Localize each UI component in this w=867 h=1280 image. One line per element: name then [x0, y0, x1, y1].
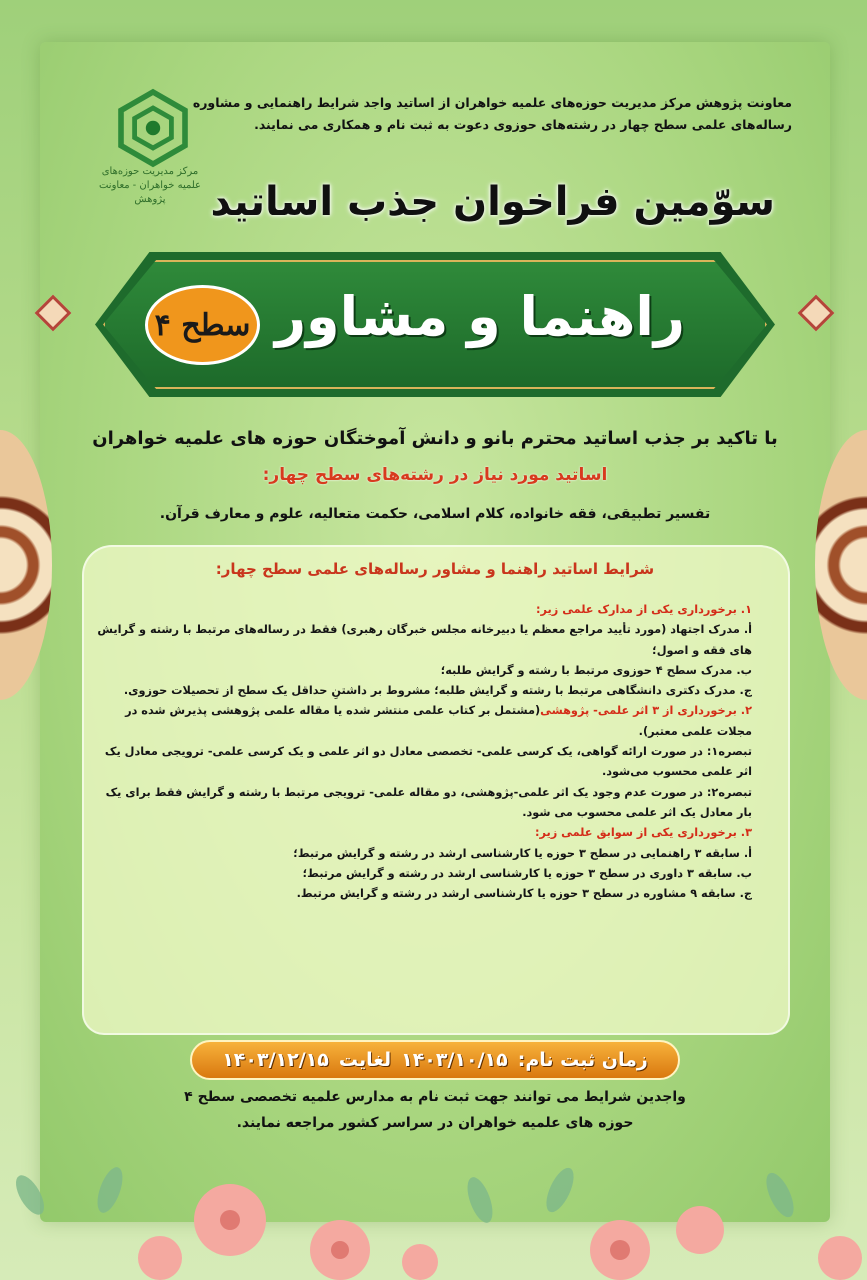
registration-dates — [190, 1040, 680, 1080]
end-date: ۱۴۰۳/۱۲/۱۵ — [222, 1049, 329, 1071]
conditions-title: شرایط اساتید راهنما و مشاور رساله‌های علمی سطح چهار: — [215, 560, 655, 578]
section-2-body: (مشتمل بر کتاب علمی منتشر شده یا مقاله علمی پژوهشی پذیرش شده در مجلات علمی معتبر). — [125, 704, 752, 738]
condition-item: ج. مدرک دکتری دانشگاهی مرتبط با رشته و گرایش طلبه؛ مشروط بر داشتنِ حداقل یک سطح از تحصیلات حوزوی. — [123, 684, 752, 698]
section-2-heading: ۲. برخورداری از ۳ اثر علمی- پژوهشی — [540, 704, 752, 718]
condition-item: أ. مدرک اجتهاد (مورد تأیید مراجع معظم یا دبیرخانه مجلس خبرگان رهبری) فقط در رساله‌های مرتبط با رشته و گرایش های فقه و اصول؛ — [97, 623, 752, 657]
note-2: تبصره۲: در صورت عدم وجود یک اثر علمی-پژوهشی، دو مقاله علمی- ترویجی مرتبط با رشته و گرایش فقط برای یک بار معادل یک اثر علمی محسوب می شود. — [105, 785, 752, 819]
section-2 — [87, 701, 752, 742]
condition-item: ب. سابقه ۳ داوری در سطح ۳ حوزه یا کارشناسی ارشد در رشته و گرایش مرتبط؛ — [302, 866, 752, 880]
until-label: لغایت — [338, 1049, 392, 1071]
registration-label: زمان ثبت نام: — [517, 1049, 648, 1071]
banner-title: راهنما و مشاور — [274, 285, 686, 348]
condition-item: ج. سابقه ۹ مشاوره در سطح ۳ حوزه یا کارشناسی ارشد در رشته و گرایش مرتبط. — [296, 887, 752, 901]
conditions-list — [87, 600, 752, 904]
fields-list: تفسیر تطبیقی، فقه خانواده، کلام اسلامی، حکمت متعالیه، علوم و معارف قرآن. — [159, 506, 711, 522]
start-date: ۱۴۰۳/۱۰/۱۵ — [401, 1049, 508, 1071]
footer-line-2: حوزه های علمیه خواهران در سراسر کشور مراجعه نمایند. — [236, 1115, 634, 1131]
footer-text — [110, 1084, 760, 1136]
section-3-heading: ۳. برخورداری یکی از سوابق علمی زیر: — [534, 826, 752, 840]
fields-heading: اساتید مورد نیاز در رشته‌های سطح چهار: — [262, 465, 608, 485]
section-1-heading: ۱. برخورداری یکی از مدارک علمی زیر: — [535, 603, 752, 616]
note-1: تبصره۱: در صورت ارائه گواهی، یک کرسی علمی- تخصصی معادل دو اثر علمی و یک کرسی علمی- ترویجی معادل یک اثر علمی محسوب می‌شود. — [104, 745, 752, 779]
logo-caption: مرکز مدیریت حوزه‌های علمیه خواهران - معاونت پژوهش — [98, 166, 202, 205]
flowers-decoration-icon — [0, 1150, 867, 1280]
condition-item: أ. سابقه ۳ راهنمایی در سطح ۳ حوزه یا کارشناسی ارشد در رشته و گرایش مرتبط؛ — [293, 846, 752, 860]
condition-item: ب. مدرک سطح ۴ حوزوی مرتبط با رشته و گرایش طلبه؛ — [440, 663, 752, 677]
subtitle: با تاکید بر جذب اساتید محترم بانو و دانش آموختگان حوزه های علمیه خواهران — [92, 428, 778, 449]
footer-line-1: واجدین شرایط می توانند جهت ثبت نام به مدارس علمیه تخصصی سطح ۴ — [184, 1089, 686, 1105]
page-title: سوّمین فراخوان جذب اساتید — [210, 179, 775, 225]
logo-icon — [98, 88, 208, 168]
level-badge: سطح ۴ — [145, 285, 260, 365]
intro-text: معاونت پژوهش مرکز مدیریت حوزه‌های علمیه خواهران از اساتید واجد شرایط راهنمایی و مشاوره رساله‌های علمی سطح چهار در رشته‌های حوزوی دعوت به ثبت نام و همکاری می نمایند. — [192, 95, 792, 132]
